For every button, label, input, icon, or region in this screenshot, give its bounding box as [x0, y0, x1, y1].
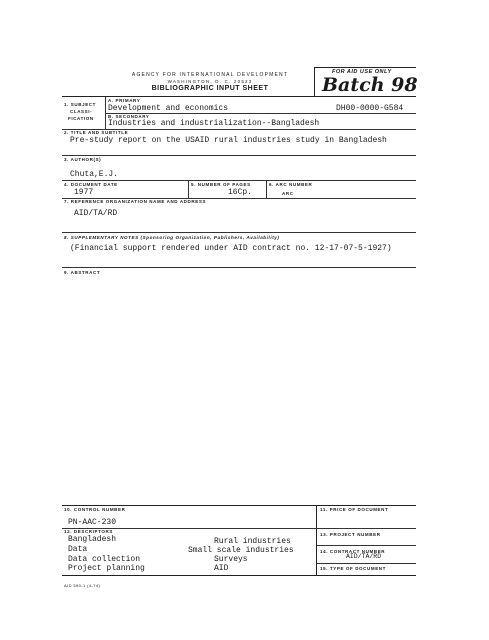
pages-divider	[266, 181, 267, 198]
aid-use-box-top	[314, 67, 416, 68]
rule-bottom	[62, 575, 416, 576]
form-title: BIBLIOGRAPHIC INPUT SHEET	[151, 85, 269, 92]
primary-label: A. PRIMARY	[108, 98, 141, 103]
date-label: 4. DOCUMENT DATE	[64, 182, 118, 187]
subject-label-line2: CLASSI-	[70, 109, 93, 114]
authors-label: 3. AUTHOR(S)	[64, 157, 102, 162]
descriptor-col2-item: Rural industries	[214, 537, 291, 546]
price-label: 11. PRICE OF DOCUMENT	[320, 507, 389, 512]
control-number-value: PN-AAC-230	[68, 518, 117, 527]
title-value: Pre-study report on the USAID rural industries study in Bangladesh	[70, 136, 387, 145]
reference-org-label: 7. REFERENCE ORGANIZATION NAME AND ADDRESS	[64, 199, 207, 204]
document-type-label: 15. TYPE OF DOCUMENT	[320, 566, 387, 571]
authors-value: Chuta,E.J.	[70, 170, 119, 179]
descriptor-col2-item: Small scale industries	[188, 546, 294, 555]
supplementary-value: (Financial support rendered under AID contract no. 12-17-07-5-1927)	[70, 244, 392, 253]
form-number: AID 590-1 (4-74)	[64, 583, 101, 588]
descriptors-label: 12. DESCRIPTORS	[64, 529, 113, 534]
rule-authors	[62, 180, 416, 181]
control-number-label: 10. CONTROL NUMBER	[64, 507, 126, 512]
rule-project	[317, 545, 416, 546]
rule-control	[62, 528, 416, 529]
rule-title	[62, 155, 416, 156]
title-label: 2. TITLE AND SUBTITLE	[64, 130, 129, 135]
arc-label: 6. ARC NUMBER	[269, 182, 313, 187]
reference-org-value: AID/TA/RD	[74, 209, 118, 218]
descriptor-col2-item: Surveys	[214, 555, 248, 564]
abstract-area	[62, 278, 416, 504]
rule-supplementary	[62, 267, 416, 268]
secondary-label: B. SECONDARY	[108, 114, 150, 119]
rule-contract	[317, 563, 416, 564]
arc-value: ARC	[282, 191, 294, 196]
batch-handwritten: Batch 98	[322, 74, 418, 96]
agency-address: WASHINGTON, D. C. 20523	[167, 79, 253, 84]
agency-name: AGENCY FOR INTERNATIONAL DEVELOPMENT	[131, 72, 289, 78]
pages-value: 16Cp.	[228, 188, 253, 197]
subject-label-line3: FICATION	[68, 116, 94, 121]
date-divider	[188, 181, 189, 198]
aid-use-only-label: FOR AID USE ONLY	[332, 69, 392, 75]
primary-value: Development and economics	[108, 104, 229, 113]
rule-reference	[62, 232, 416, 233]
descriptor-col1-item: Data collection	[68, 555, 141, 564]
descriptor-col2-item: AID	[214, 564, 229, 573]
descriptor-col1-item: Project planning	[68, 564, 145, 573]
rule-abstract-bottom	[62, 505, 416, 506]
contract-number-value: AID/TA/RD	[346, 553, 382, 560]
date-value: 1977	[74, 188, 94, 197]
subject-label	[64, 101, 96, 122]
primary-code: DH00-0000-G584	[336, 104, 404, 113]
contract-number-label: 14. CONTRACT NUMBER	[320, 549, 386, 554]
descriptor-col1-item: Bangladesh	[68, 535, 117, 544]
subject-label-line1: 1. SUBJECT	[64, 102, 97, 107]
rule-top	[62, 96, 416, 97]
abstract-label: 9. ABSTRACT	[64, 270, 101, 275]
right-column-divider	[316, 505, 317, 575]
pages-label: 5. NUMBER OF PAGES	[191, 182, 251, 187]
project-number-label: 13. PROJECT NUMBER	[320, 532, 381, 537]
secondary-value: Industries and industrialization--Bangladesh	[108, 119, 320, 128]
descriptor-col1-item: Data	[68, 545, 88, 554]
aid-use-box-left	[314, 67, 315, 97]
rule-primary	[106, 113, 416, 114]
supplementary-label: 8. SUPPLEMENTARY NOTES (Sponsoring Organization, Publishers, Availability)	[64, 235, 280, 240]
